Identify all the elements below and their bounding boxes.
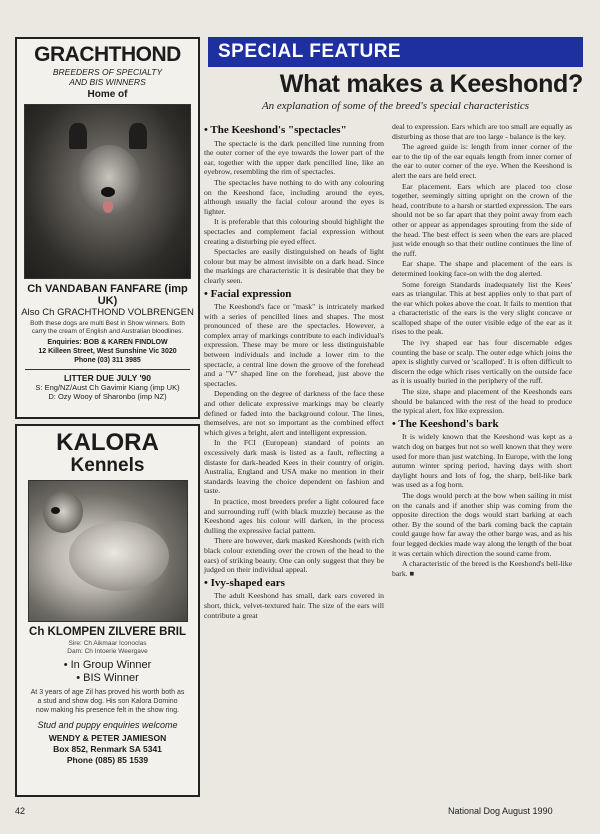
- paragraph: Some foreign Standards inadequately list the Kees' ears as triangular. This at best applies only to that part of the ear which pokes above the coat. It fails to mention that a characteristic of the ears is the very slight concave or scalloped shape of the outer visible edge of the ear as it rises to the peak.: [392, 279, 572, 337]
- article-deck: An explanation of some of the breed's special characteristics: [261, 100, 530, 112]
- awards-list: • In Group Winner • BIS Winner: [63, 659, 152, 684]
- paragraph: The spectacle is the dark pencilled line running from the outer corner of the eye towards the lower part of the ear, together with the upper dark pencilled line, like an eyebrow, resembling the rim of spectacles.: [204, 138, 384, 177]
- featured-dog-name: Ch KLOMPEN ZILVERE BRIL: [29, 626, 186, 638]
- section-heading: • The Keeshond's "spectacles": [204, 124, 347, 136]
- article-column-1: [204, 122, 384, 621]
- magazine-footer: National Dog August 1990: [448, 806, 553, 816]
- paragraph: The adult Keeshond has small, dark ears covered in short, thick, velvet-textured hair. The size of the ears will contribute a great: [204, 591, 384, 620]
- also-dog-name: Also Ch GRACHTHOND VOLBRENGEN: [21, 307, 194, 318]
- tagline: BREEDERS OF SPECIALTY AND BIS WINNERS: [52, 67, 163, 87]
- paragraph: It is preferable that this colouring should highlight the spectacles and complement facial expression without creating a disturbing pie eyed effect.: [204, 217, 384, 246]
- litter-notice: LITTER DUE JULY '90 S: Eng/NZ/Aust Ch Gavimir Kiang (imp UK) D: Ozy Wooy of Sharonbo (imp NZ): [35, 373, 180, 401]
- paragraph: Spectacles are easily distinguished on heads of light colour but may be almost invisible on a dark head. Since the markings are characteristic it is desirable that they be clearly seen.: [204, 247, 384, 285]
- page-number: 42: [15, 806, 26, 816]
- contact-block: Enquiries: BOB & KAREN FINDLOW 12 Killeen Street, West Sunshine Vic 3020 Phone (03) 311 3985: [38, 339, 177, 364]
- paragraph: In practice, most breeders prefer a light coloured face and surrounding ruff (with black muzzle) because as the Keeshond ages his colour will darken, in the process dulling the expressive facial pattern.: [204, 496, 384, 535]
- paragraph: The Keeshond's face or "mask" is intricately marked with a series of pencilled lines and shapes. The most pronounced of these are the spectacles. However, a complex array of markings contribute to each individual's expression. These may be more or less distinguishable between individuals and include a lower rim to the spectacle, a central line down the groove of the forehead and a "V" shaped line on the forehead, just above the spectacles.: [204, 302, 384, 388]
- contact-block: WENDY & PETER JAMIESON Box 852, Renmark SA 5341 Phone (085) 85 1539: [48, 733, 167, 765]
- kalora-ad: [15, 424, 200, 797]
- paragraph: A characteristic of the breed is the Keeshond's bell-like bark. ■: [392, 559, 572, 578]
- paragraph: In the FCI (European) standard of points an excessively dark mask is listed as a fault, reflecting a distaste for dark-headed Kees in their country of origin. Australia, England and USA make no mention in their standards leaving the choice dependent on fashion and taste.: [204, 438, 384, 496]
- paragraph: deal to expression. Ears which are too small are equally as disturbing as those that are too large - balance is the key.: [392, 122, 572, 141]
- section-heading: • Ivy-shaped ears: [204, 576, 285, 589]
- grachthond-ad: [15, 37, 200, 419]
- paragraph: The ivy shaped ear has four discernable edges counting the base or scalp. The outer edge which joins the apex is slightly curved or 'scalloped'. It is often difficult to discern the edge which rises vertically on the outside face as it is usually buried in the periphery of the ruff.: [392, 338, 572, 386]
- featured-dog-name: Ch VANDABAN FANFARE (imp UK): [27, 283, 188, 307]
- paragraph: The size, shape and placement of the Keeshonds ears should be balanced with the rest of the head to produce the typical alert, fox like expression.: [392, 387, 572, 416]
- enquiries-note: Stud and puppy enquiries welcome: [37, 720, 178, 730]
- paragraph: Depending on the degree of darkness of the face these and other delicate expressive markings may be clearly defined or faded into the background colour. The lines, themselves, are not so important as the combined effect which gives a bright, alert and intelligent expression.: [204, 389, 384, 437]
- article-headline: What makes a Keeshond?: [279, 70, 583, 98]
- paragraph: It is widely known that the Keeshond was kept as a watch dog on barges but not so well known that they were used for more than just watching. In Europe, with the long autumn winter spring period, having days with short daylight hours and lots of fog, the sharp, bell-like bark was used as a fog horn.: [392, 432, 572, 490]
- paragraph: There are however, dark masked Keeshonds (with rich black colour extending over the crown of the head to the ears) of striking beauty. One can only suggest that they be judged on their individual appeal.: [204, 536, 384, 575]
- ad-description: At 3 years of age Zil has proved his worth both as a stud and show dog. His son Kalora Domino now making his presence felt in the show ring.: [30, 689, 185, 714]
- paragraph: The spectacles have nothing to do with any colouring on the Keeshond face, including around the eyes, although usually the facial colour around the eyes is lighter.: [204, 177, 384, 216]
- ad-description: Both these dogs are multi Best in Show winners. Both carry the cream of English and Australian bloodlines.: [30, 320, 185, 335]
- keeshond-photo: [24, 104, 191, 279]
- article-column-2: [392, 122, 572, 579]
- section-heading: • The Keeshond's bark: [392, 417, 499, 430]
- kennels-label: Kennels: [70, 455, 145, 476]
- kennel-name: GRACHTHOND: [34, 43, 181, 66]
- divider: [25, 369, 190, 370]
- section-banner: SPECIAL FEATURE: [208, 37, 583, 67]
- keeshond-photo: [28, 480, 188, 622]
- pedigree: Sire: Ch Aikmaar Iconoclas Dam: Ch Intoerie Weergave: [67, 640, 148, 655]
- paragraph: The dogs would perch at the bow when sailing in mist on the canals and if another ship was coming from the opposite direction the dogs would start barking at each other. By the sound of the bark coming back the captain could gauge how far away the other barge was, and as his four legged deckies made way along the length of the boat it was certain which direction the sound came from.: [392, 490, 572, 558]
- paragraph: Ear placement. Ears which are placed too close together, seemingly sitting upright on the crown of the head, contribute to a harsh or startled expression. The ears should not be so far apart that they point away from each other or appear as appendages sprouting from the side of the head. The best effect is seen when the ears are placed just wide enough so that their outline continues the line of the ruff.: [392, 181, 572, 258]
- paragraph: Ear shape. The shape and placement of the ears is determined looking face-on with the dog alerted.: [392, 259, 572, 278]
- kennel-name: KALORA: [56, 429, 159, 456]
- paragraph: The agreed guide is: length from inner corner of the ear to the tip of the ear equals length from inner corner of the ear to outer corner of the eye. When the Keeshond is alert the ears are held erect.: [392, 142, 572, 180]
- section-heading: • Facial expression: [204, 287, 292, 300]
- home-of-label: Home of: [87, 89, 128, 100]
